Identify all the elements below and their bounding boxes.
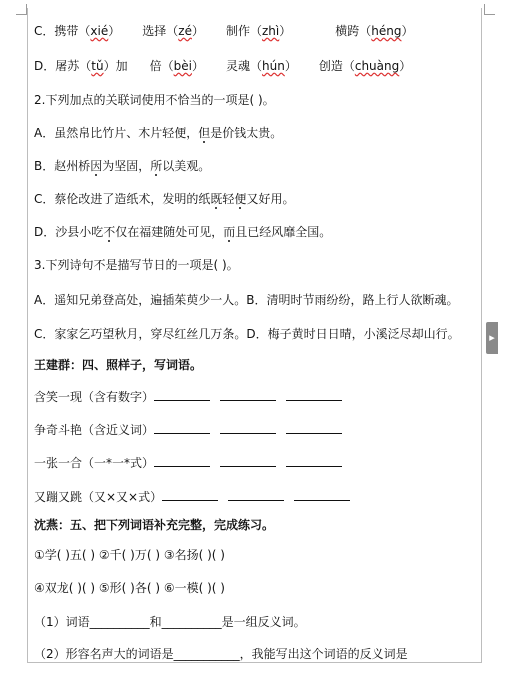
- pinyin: zhì: [261, 24, 280, 38]
- option-c-q2: [34, 191, 294, 207]
- word-exercise-row: [34, 454, 352, 471]
- option-b-q2: [34, 158, 210, 174]
- dotted-char: 因: [90, 159, 103, 173]
- bracket: ）: [279, 24, 292, 38]
- answer-blank[interactable]: [286, 454, 342, 467]
- pinyin: bèi: [173, 59, 192, 73]
- word: 灵魂（: [225, 59, 262, 73]
- word: 倍（: [149, 59, 174, 73]
- side-scroll-tab[interactable]: ▸: [486, 322, 498, 354]
- pinyin: xié: [90, 24, 109, 38]
- options-ab-q3: A．遥知兄弟登高处，遍插茱萸少一人。B．清明时节雨纷纷，路上行人欲断魂。: [34, 293, 459, 307]
- pinyin: tǔ: [91, 59, 104, 73]
- pinyin: héng: [371, 24, 402, 38]
- word: 制作（: [225, 24, 262, 38]
- question-2: 2.下列加点的关联词使用不恰当的一项是( )。: [34, 93, 275, 107]
- answer-blank[interactable]: [220, 454, 276, 467]
- answer-blank[interactable]: [154, 454, 210, 467]
- dotted-char: 既: [210, 192, 223, 206]
- dotted-char: 不: [103, 225, 116, 239]
- example-word: 含笑一现（含有数字）: [34, 390, 155, 404]
- fill-in-row-1: ①学( )五( ) ②千( )万( ) ③名扬( )( ): [34, 548, 225, 562]
- option-label: D．: [34, 59, 56, 73]
- option-text: 仅在福建随处可见，: [115, 225, 224, 239]
- option-d-pinyin: [34, 58, 411, 74]
- fill-in-row-2: ④双龙( )( ) ⑤形( )各( ) ⑥一模( )( ): [34, 581, 225, 595]
- question-3: 3.下列诗句不是描写节日的一项是( )。: [34, 258, 239, 272]
- answer-blank[interactable]: [154, 421, 210, 434]
- option-text: 轻: [222, 192, 235, 206]
- word: 屠苏（: [55, 59, 92, 73]
- document-page: [27, 8, 482, 663]
- section-5-heading: 沈燕：五、把下列词语补充完整，完成练习。: [34, 518, 275, 532]
- section-4-heading: 王建群：四、照样子，写词语。: [34, 358, 203, 372]
- option-a-q2: [34, 125, 282, 141]
- example-word: 争奇斗艳（含近义词）: [34, 423, 155, 437]
- page-corner-mark: [484, 4, 495, 15]
- pinyin: hún: [261, 59, 285, 73]
- answer-blank[interactable]: [162, 488, 218, 501]
- word: 携带（: [54, 24, 91, 38]
- option-text: B．赵州桥: [34, 159, 91, 173]
- practice-item-1: （1）词语__________和__________是一组反义词。: [34, 615, 306, 629]
- option-text: 是价钱太贵。: [210, 126, 283, 140]
- option-text: D．沙县小吃: [34, 225, 104, 239]
- answer-blank[interactable]: [286, 421, 342, 434]
- pinyin: zé: [178, 24, 192, 38]
- answer-blank[interactable]: [154, 388, 210, 401]
- option-d-q2: [34, 224, 331, 240]
- word-exercise-row: [34, 421, 352, 438]
- word-exercise-row: [34, 488, 360, 505]
- bracket: ）: [401, 24, 414, 38]
- dotted-char: 而: [223, 225, 236, 239]
- word-exercise-row: [34, 388, 352, 405]
- bracket: ）: [191, 59, 204, 73]
- answer-blank[interactable]: [294, 488, 350, 501]
- example-word: 又蹦又跳（又×又×式）: [34, 490, 163, 504]
- option-text: 且已经风靡全国。: [235, 225, 332, 239]
- dotted-char: 所: [150, 159, 163, 173]
- option-label: C．: [34, 24, 55, 38]
- example-word: 一张一合（一*一*式）: [34, 456, 155, 470]
- practice-item-2: （2）形容名声大的词语是___________，我能写出这个词语的反义词是: [34, 647, 408, 661]
- option-text: 以美观。: [162, 159, 211, 173]
- options-cd-q3: C．家家乞巧望秋月，穿尽红丝几万条。D．梅子黄时日日晴，小溪泛尽却山行。: [34, 327, 460, 341]
- bracket: ）: [284, 59, 297, 73]
- option-text: A．虽然帛比竹片、木片轻便，: [34, 126, 199, 140]
- option-text: 又好用。: [246, 192, 295, 206]
- page-corner-mark: [16, 4, 27, 15]
- bracket: ）: [399, 59, 412, 73]
- dotted-char: 便: [234, 192, 247, 206]
- bracket: ）加: [103, 59, 128, 73]
- pinyin: chuàng: [354, 59, 400, 73]
- word: 横跨（: [335, 24, 372, 38]
- answer-blank[interactable]: [220, 421, 276, 434]
- answer-blank[interactable]: [286, 388, 342, 401]
- bracket: ）: [191, 24, 204, 38]
- option-c-pinyin: [34, 23, 414, 39]
- option-text: 为坚固，: [102, 159, 151, 173]
- word: 创造（: [318, 59, 355, 73]
- answer-blank[interactable]: [228, 488, 284, 501]
- answer-blank[interactable]: [220, 388, 276, 401]
- dotted-char: 但: [198, 126, 211, 140]
- option-text: C．蔡伦改进了造纸术，发明的纸: [34, 192, 211, 206]
- bracket: ）: [108, 24, 121, 38]
- word: 选择（: [142, 24, 179, 38]
